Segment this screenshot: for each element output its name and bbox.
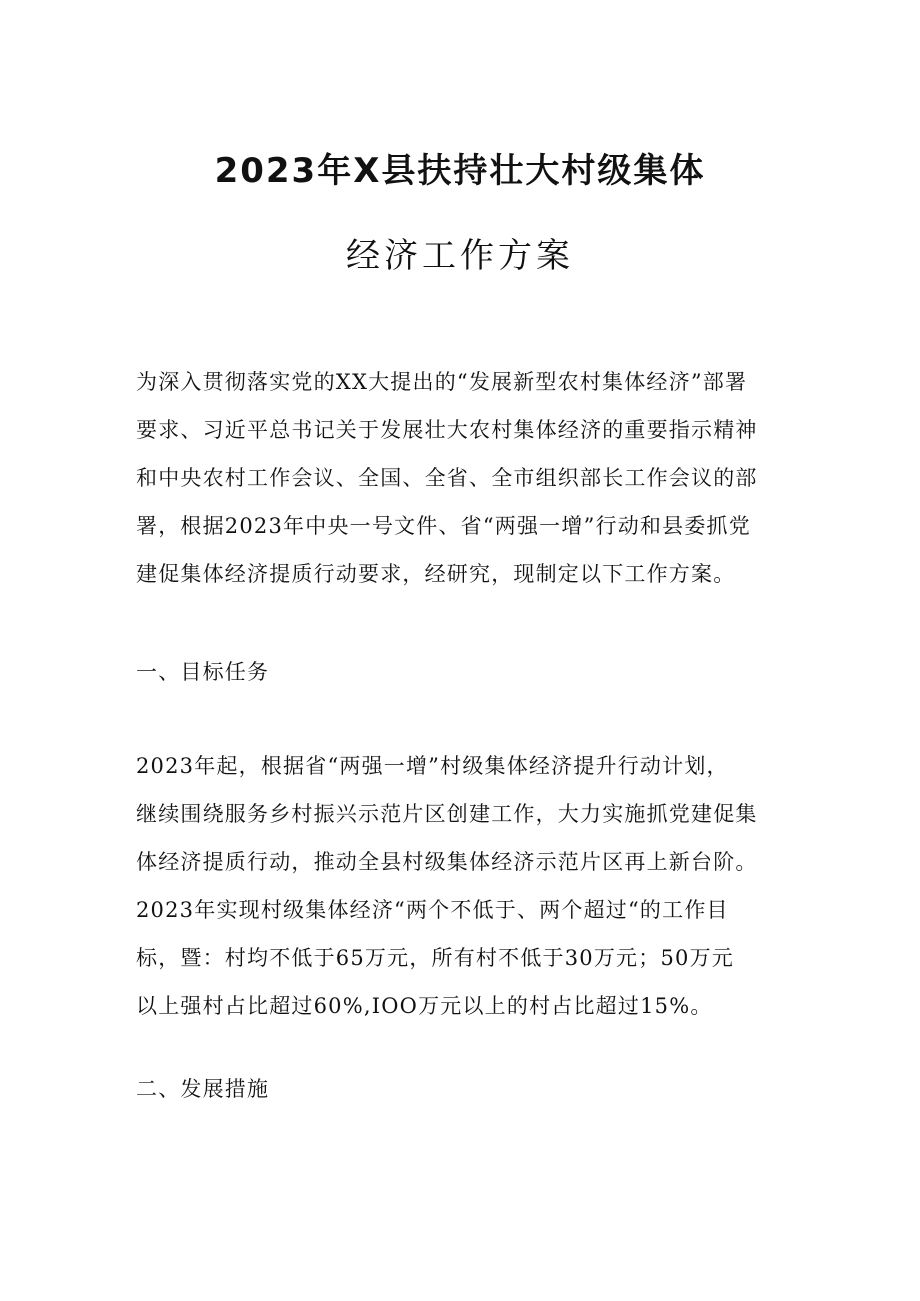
goals-line: 体经济提质行动，推动全县村级集体经济示范片区再上新台阶。 [136,850,758,874]
section-heading-goals: 一、目标任务 [136,660,270,684]
intro-paragraph [136,358,796,598]
goals-paragraph [136,742,796,1030]
intro-line: 和中央农村工作会议、全国、全省、全市组织部长工作会议的部 [136,466,758,490]
goals-line: 2023年起，根据省“两强一增”村级集体经济提升行动计划， [136,754,729,778]
goals-line: 标，暨：村均不低于65万元，所有村不低于30万元；50万元 [136,946,734,970]
intro-line: 署，根据2023年中央一号文件、省“两强一增”行动和县委抓党 [136,514,751,538]
intro-line: 建促集体经济提质行动要求，经研究，现制定以下工作方案。 [136,562,736,586]
goals-line: 2023年实现村级集体经济“两个不低于、两个超过“的工作目 [136,898,729,922]
intro-line: 为深入贯彻落实党的XX大提出的“发展新型农村集体经济”部署 [136,370,748,394]
document-title-line-1: 2023年X县扶持壮大村级集体 [214,151,706,191]
section-heading-measures: 二、发展措施 [136,1077,270,1101]
goals-line: 以上强村占比超过60%,IOO万元以上的村占比超过15%。 [136,994,713,1018]
intro-line: 要求、习近平总书记关于发展壮大农村集体经济的重要指示精神 [136,418,758,442]
document-title-line-2: 经济工作方案 [346,236,574,276]
goals-line: 继续围绕服务乡村振兴示范片区创建工作，大力实施抓党建促集 [136,802,758,826]
